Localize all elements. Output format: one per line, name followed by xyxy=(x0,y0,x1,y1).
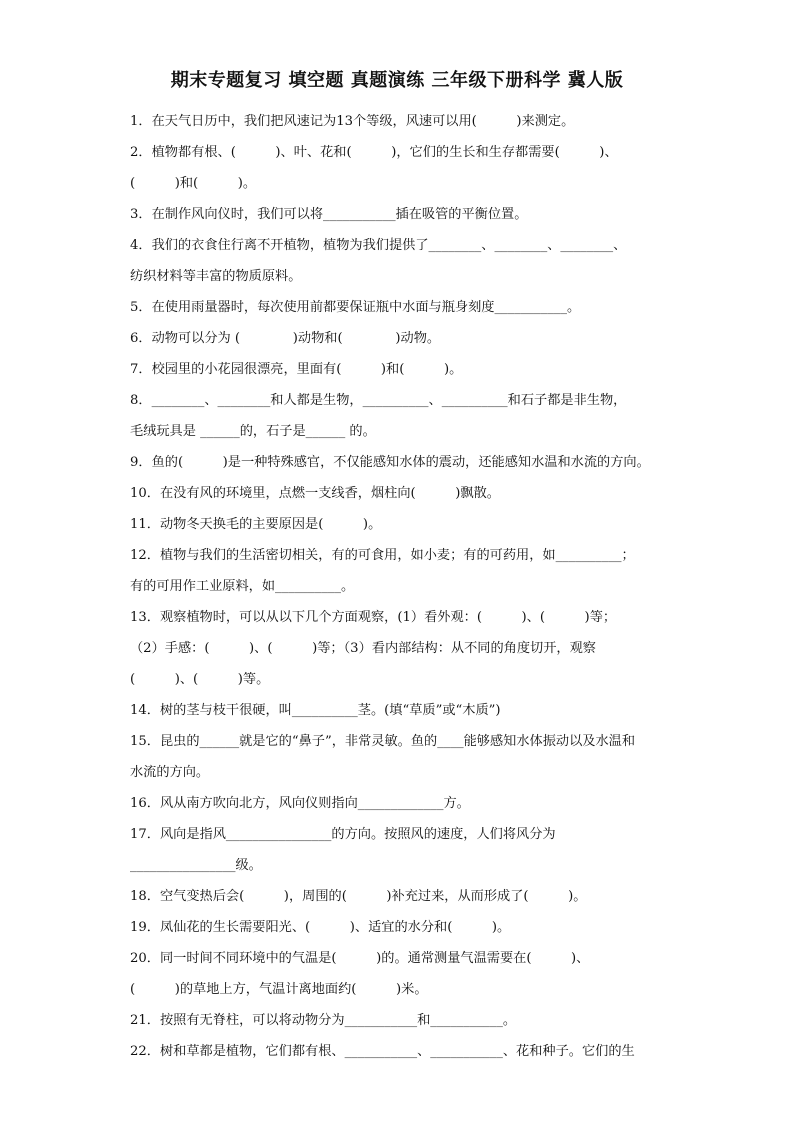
question-line: （2）手感：( )、( )等；（3）看内部结构：从不同的角度切开，观察 xyxy=(130,641,596,656)
question-line: 毛绒玩具是 ______的，石子是______ 的。 xyxy=(130,424,376,439)
question-line: 6．动物可以分为 ( )动物和( )动物。 xyxy=(130,331,441,346)
question-line: 19．凤仙花的生长需要阳光、( )、适宜的水分和( )。 xyxy=(130,920,511,935)
question-line: ( )、( )等。 xyxy=(130,672,270,687)
question-line: 13．观察植物时，可以从以下几个方面观察，(1）看外观：( )、( )等； xyxy=(130,610,617,625)
question-line: 7．校园里的小花园很漂亮，里面有( )和( )。 xyxy=(130,362,463,377)
question-line: 10．在没有风的环境里，点燃一支线香，烟柱向( )飘散。 xyxy=(130,486,500,501)
question-line: ________________级。 xyxy=(130,858,262,873)
question-line: 15．昆虫的______就是它的“鼻子”，非常灵敏。鱼的____能够感知水体振动以及水温和 xyxy=(130,734,636,749)
question-line: 20．同一时间不同环境中的气温是( )的。通常测量气温需要在( )、 xyxy=(130,951,590,966)
question-line: 水流的方向。 xyxy=(130,765,210,780)
question-line: 1．在天气日历中，我们把风速记为13个等级，风速可以用( )来测定。 xyxy=(130,114,575,129)
question-line: 17．风向是指风________________的方向。按照风的速度，人们将风分为 xyxy=(130,827,556,842)
question-line: ( )和( )。 xyxy=(130,176,257,191)
question-line: 5．在使用雨量器时，每次使用前都要保证瓶中水面与瓶身刻度___________。 xyxy=(130,300,581,315)
question-line: 16．风从南方吹向北方，风向仪则指向_____________方。 xyxy=(130,796,470,811)
question-line: 12．植物与我们的生活密切相关，有的可食用，如小麦；有的可药用，如__________； xyxy=(130,548,635,563)
question-line: 14．树的茎与枝干很硬，叫__________茎。(填“草质”或“木质”) xyxy=(130,703,501,718)
question-line: 18．空气变热后会( )，周围的( )补充过来，从而形成了( )。 xyxy=(130,889,587,904)
question-line: 21．按照有无脊柱，可以将动物分为___________和___________。 xyxy=(130,1013,517,1028)
worksheet-title: 期末专题复习 填空题 真题演练 三年级下册科学 冀人版 xyxy=(170,70,624,91)
question-line: 纺织材料等丰富的物质原料。 xyxy=(130,269,302,284)
question-line: 11．动物冬天换毛的主要原因是( )。 xyxy=(130,517,382,532)
question-list xyxy=(130,106,670,1067)
question-line: 22．树和草都是植物，它们都有根、___________、___________、花和种子。它们的生 xyxy=(130,1044,635,1059)
question-line: 2．植物都有根、( )、叶、花和( )，它们的生长和生存都需要( )、 xyxy=(130,145,618,160)
question-line: ( )的草地上方，气温计离地面约( )米。 xyxy=(130,982,428,997)
question-line: 8．________、________和人都是生物，__________、__________和石子都是非生物， xyxy=(130,393,627,408)
question-line: 4．我们的衣食住行离不开植物，植物为我们提供了________、________、________、 xyxy=(130,238,627,253)
question-line: 有的可用作工业原料，如__________。 xyxy=(130,579,355,594)
question-line: 9．鱼的( )是一种特殊感官，不仅能感知水体的震动，还能感知水温和水流的方向。 xyxy=(130,455,650,470)
question-line: 3．在制作风向仪时，我们可以将___________插在吸管的平衡位置。 xyxy=(130,207,528,222)
